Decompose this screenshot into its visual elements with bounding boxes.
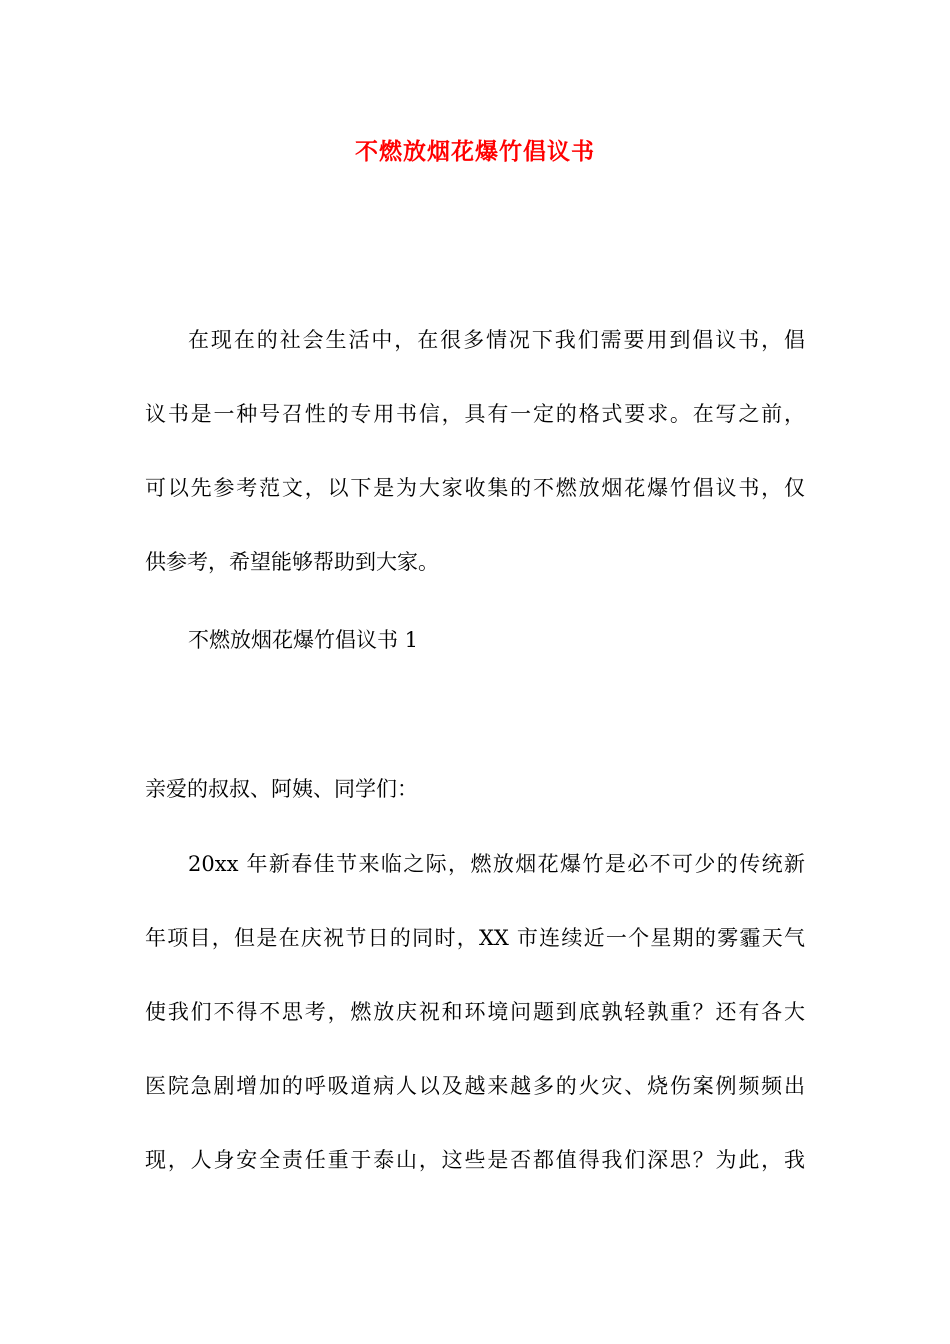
intro-line: 可以先参考范文，以下是为大家收集的不燃放烟花爆竹倡议书，仅 [145, 476, 805, 500]
intro-line: 议书是一种号召性的专用书信，具有一定的格式要求。在写之前， [145, 402, 805, 426]
body-line: 年项目，但是在庆祝节日的同时，XX 市连续近一个星期的雾霾天气 [145, 926, 805, 950]
body-line: 使我们不得不思考，燃放庆祝和环境问题到底孰轻孰重？还有各大 [145, 1000, 805, 1024]
section-heading: 不燃放烟花爆竹倡议书 1 [188, 628, 419, 652]
greeting: 亲爱的叔叔、阿姨、同学们： [145, 777, 418, 801]
section-heading-paragraph [145, 603, 805, 677]
intro-line: 供参考，希望能够帮助到大家。 [145, 550, 439, 574]
intro-line: 在现在的社会生活中，在很多情况下我们需要用到倡议书，倡 [188, 328, 805, 352]
body-paragraph [145, 827, 805, 1197]
greeting-paragraph [145, 752, 805, 826]
document-title: 不燃放烟花爆竹倡议书 [355, 138, 595, 165]
body-line: 医院急剧增加的呼吸道病人以及越来越多的火灾、烧伤案例频频出 [145, 1074, 805, 1098]
body-line: 现，人身安全责任重于泰山，这些是否都值得我们深思？为此，我 [145, 1148, 805, 1172]
intro-paragraph [145, 303, 805, 599]
body-line: 20xx 年新春佳节来临之际，燃放烟花爆竹是必不可少的传统新 [188, 852, 805, 876]
